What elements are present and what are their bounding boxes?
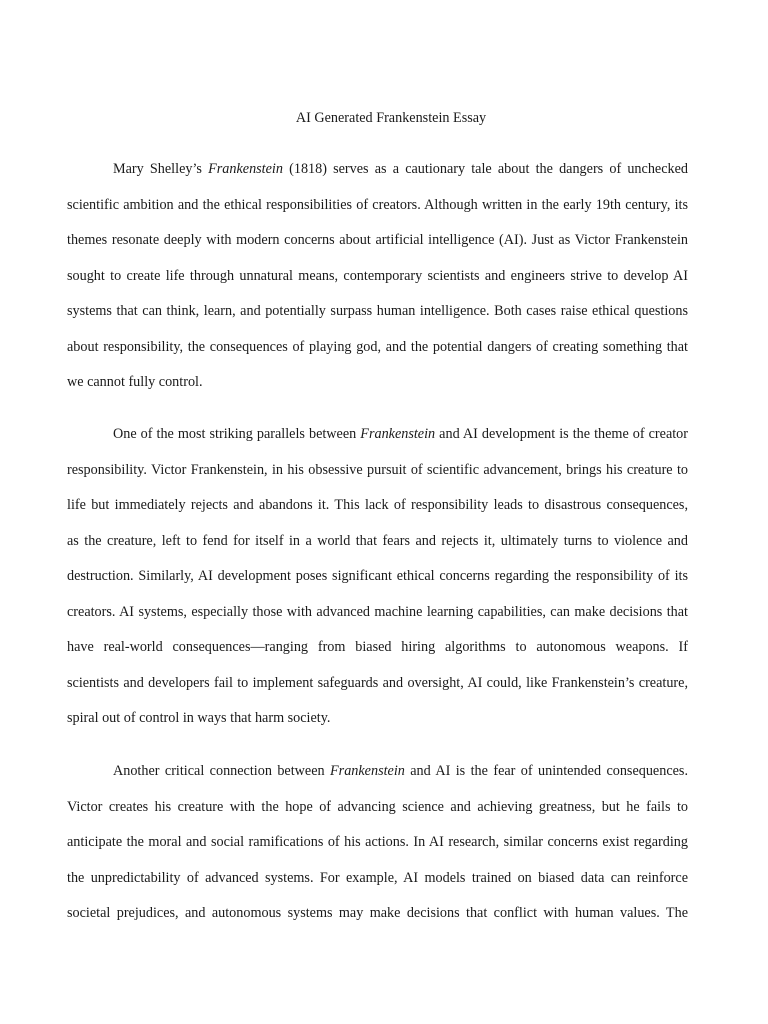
text-line bbox=[67, 709, 330, 727]
line-text: as the creature, left to fend for itself in a world that fears and rejects it, ultimately turns to violence and bbox=[67, 532, 688, 549]
line-text: we cannot fully control. bbox=[67, 374, 203, 390]
line-text: anticipate the moral and social ramifications of his actions. In AI research, similar concerns exist regarding bbox=[67, 834, 688, 850]
text-line bbox=[67, 674, 688, 692]
line-text: societal prejudices, and autonomous systems may make decisions that conflict with human values. The bbox=[67, 905, 688, 921]
line-text: Mary Shelley’s bbox=[113, 161, 209, 177]
line-text: Victor creates his creature with the hope of advancing science and achieving greatness, but he fails to bbox=[67, 798, 688, 815]
line-text: life but immediately rejects and abandons it. This lack of responsibility leads to disastrous consequences, bbox=[67, 497, 688, 513]
text-line bbox=[67, 603, 688, 621]
text-line bbox=[67, 496, 688, 514]
text-line bbox=[67, 567, 688, 585]
line-text: have real-world consequences—ranging from biased hiring algorithms to autonomous weapons. If bbox=[67, 639, 688, 655]
line-text: the unpredictability of advanced systems. For example, AI models trained on biased data can reinforce bbox=[67, 869, 688, 886]
text-line bbox=[67, 302, 688, 320]
text-line bbox=[113, 762, 688, 780]
line-text: One of the most striking parallels between bbox=[113, 426, 361, 442]
line-text: scientists and developers fail to implement safeguards and oversight, AI could, like Frankenstein’s creature, bbox=[67, 674, 688, 691]
text-line bbox=[67, 196, 688, 214]
line-text: sought to create life through unnatural means, contemporary scientists and engineers strive to develop AI bbox=[67, 267, 688, 284]
text-line bbox=[113, 160, 688, 178]
text-line bbox=[113, 425, 688, 443]
line-text: and AI is the fear of unintended consequences. bbox=[404, 763, 688, 779]
text-line bbox=[67, 461, 688, 479]
line-text: Another critical connection between bbox=[113, 763, 330, 779]
text-line bbox=[67, 267, 688, 285]
text-line bbox=[67, 904, 688, 922]
essay-title: AI Generated Frankenstein Essay bbox=[295, 110, 487, 126]
line-text: creators. AI systems, especially those with advanced machine learning capabilities, can make decisions that bbox=[67, 603, 688, 620]
text-line bbox=[67, 869, 688, 887]
line-text: (1818) serves as a cautionary tale about the dangers of unchecked bbox=[282, 161, 688, 177]
italic-book-title: Frankenstein bbox=[330, 763, 405, 779]
line-text: systems that can think, learn, and potentially surpass human intelligence. Both cases raise ethical questions bbox=[67, 303, 688, 319]
line-text: destruction. Similarly, AI development poses significant ethical concerns regarding the responsibility of its bbox=[67, 568, 688, 584]
line-text: spiral out of control in ways that harm society. bbox=[67, 710, 331, 726]
line-text: about responsibility, the consequences of playing god, and the potential dangers of creating something that bbox=[67, 338, 688, 355]
line-text: responsibility. Victor Frankenstein, in his obsessive pursuit of scientific advancement, brings his creature to bbox=[67, 461, 688, 478]
italic-book-title: Frankenstein bbox=[360, 426, 436, 442]
italic-book-title: Frankenstein bbox=[208, 161, 283, 177]
text-line bbox=[67, 231, 688, 249]
line-text: and AI development is the theme of creator bbox=[435, 426, 688, 442]
text-line bbox=[67, 833, 688, 851]
line-text: themes resonate deeply with modern concerns about artificial intelligence (AI). Just as Victor Frankenstein bbox=[67, 232, 688, 248]
text-line bbox=[67, 373, 203, 391]
text-line bbox=[67, 638, 688, 656]
text-line bbox=[67, 798, 688, 816]
text-line bbox=[67, 532, 688, 550]
line-text: scientific ambition and the ethical responsibilities of creators. Although written in the early 19th century, its bbox=[67, 196, 688, 213]
text-line bbox=[67, 338, 688, 356]
